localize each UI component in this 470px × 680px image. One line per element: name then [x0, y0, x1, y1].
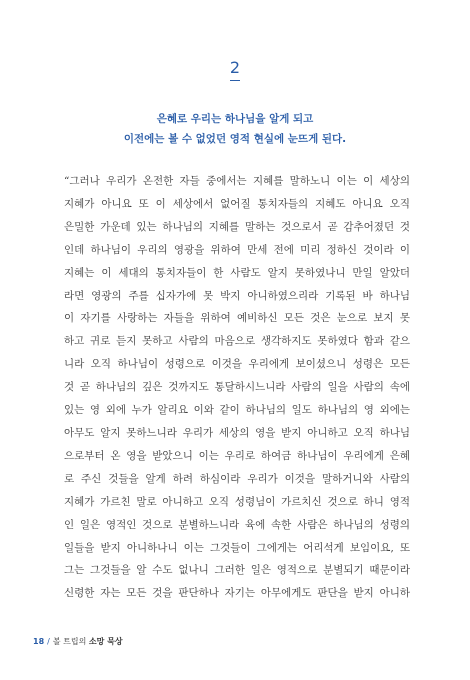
subtitle-line: 은혜로 우리는 하나님을 알게 되고 — [156, 113, 314, 125]
subtitle-line: 이전에는 볼 수 없었던 영적 현실에 눈뜨게 된다. — [123, 133, 347, 145]
passage-line: 로 주신 것들을 알게 하려 하심이라 우리가 이것을 말하거니와 사람의 — [64, 472, 410, 485]
passage-line: 일들을 받지 아니하나니 이는 그것들이 그에게는 어리석게 보임이요, 또 — [64, 541, 410, 554]
chapter-subtitle — [0, 109, 470, 149]
passage-line: 신령한 자는 모든 것을 판단하나 자기는 아무에게도 판단을 받지 아니하 — [64, 587, 410, 600]
passage-line: 하고 귀로 듣지 못하고 사람의 마음으로 생각하지도 못하였다 함과 같으 — [64, 335, 410, 348]
chapter-number: 2 — [229, 58, 241, 77]
passage-line: 지혜는 이 세대의 통치자들이 한 사람도 알지 못하였나니 만일 알았더 — [64, 266, 410, 279]
passage-line: 지혜가 가르친 말로 아니하고 오직 성령님이 가르치신 것으로 하니 영적 — [64, 495, 410, 508]
passage-line: 라면 영광의 주를 십자가에 못 박지 아니하였으리라 기록된 바 하나님 — [64, 289, 410, 302]
scripture-passage — [64, 170, 410, 605]
passage-line: 것 곧 하나님의 깊은 것까지도 통달하시느니라 사람의 일을 사람의 속에 — [64, 381, 410, 394]
footer-separator: / — [47, 637, 50, 646]
chapter-divider — [230, 80, 240, 81]
book-title-prefix: 볼 트립의 — [52, 637, 89, 646]
book-title: 소망 묵상 — [88, 637, 123, 646]
passage-line: “그러나 우리가 온전한 자들 중에서는 지혜를 말하노니 이는 이 세상의 — [64, 175, 410, 187]
page-footer — [33, 636, 123, 647]
passage-line: 니라 오직 하나님이 성령으로 이것을 우리에게 보이셨으니 성령은 모든 — [64, 358, 410, 371]
passage-line: 이 자기를 사랑하는 자들을 위하여 예비하신 모든 것은 눈으로 보지 못 — [64, 312, 410, 325]
passage-line: 으로부터 온 영을 받았으니 이는 우리로 하여금 하나님이 우리에게 은혜 — [64, 449, 410, 462]
passage-line: 인데 하나님이 우리의 영광을 위하여 만세 전에 미리 정하신 것이라 이 — [64, 243, 410, 256]
passage-line: 지혜가 아니요 또 이 세상에서 없어질 통치자들의 지혜도 아니요 오직 — [64, 197, 410, 210]
passage-line: 그는 그것들을 알 수도 없나니 그러한 일은 영적으로 분별되기 때문이라 — [64, 564, 410, 577]
passage-line: 은밀한 가운데 있는 하나님의 지혜를 말하는 것으로서 곧 감추어졌던 것 — [64, 220, 410, 233]
passage-line: 인 일은 영적인 것으로 분별하느니라 육에 속한 사람은 하나님의 성령의 — [64, 518, 410, 531]
passage-line: 있는 영 외에 누가 알리요 이와 같이 하나님의 일도 하나님의 영 외에는 — [64, 404, 410, 417]
page-number: 18 — [33, 637, 45, 646]
passage-line: 아무도 알지 못하느니라 우리가 세상의 영을 받지 아니하고 오직 하나님 — [64, 426, 410, 439]
